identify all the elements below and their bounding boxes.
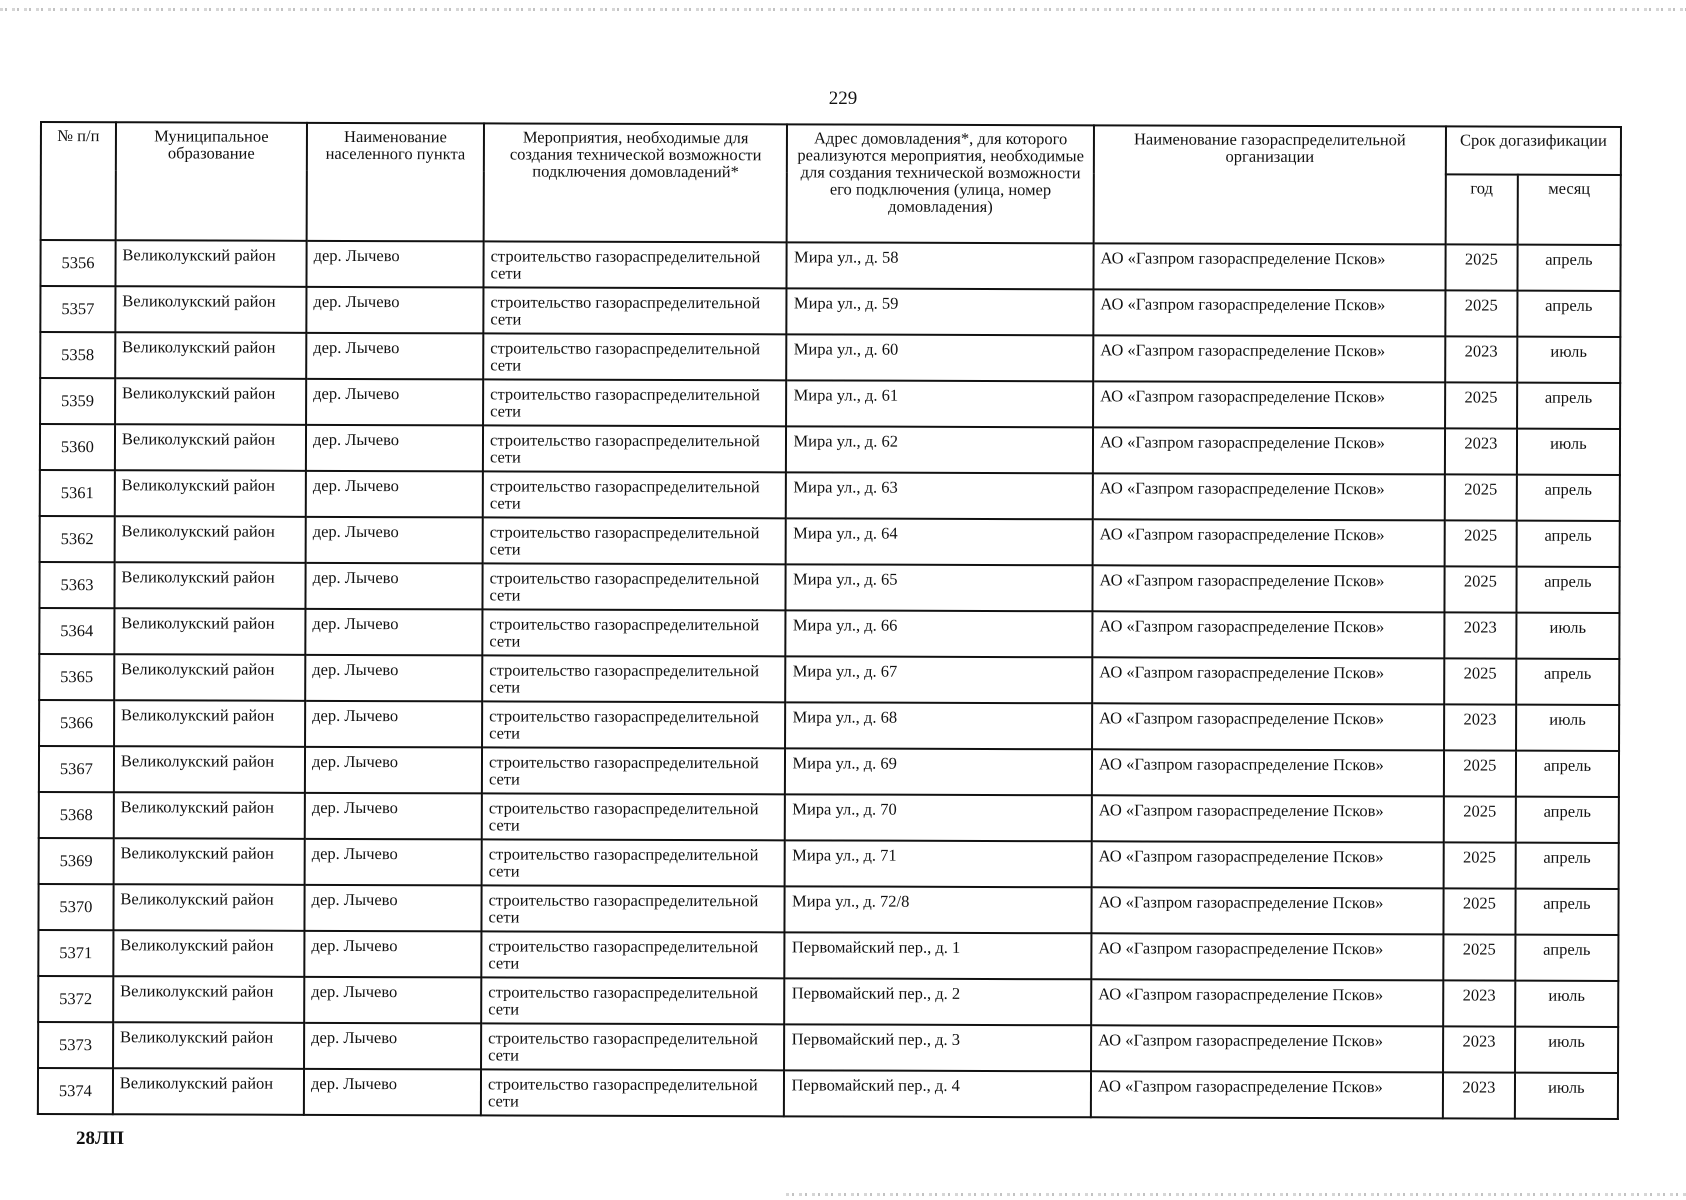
cell-measures: строительство газораспределительной сети (483, 517, 787, 564)
cell-year: 2025 (1445, 382, 1517, 428)
cell-organization: АО «Газпром газораспределение Псков» (1091, 979, 1443, 1026)
header-organization: Наименование газораспределительной организации (1094, 125, 1446, 244)
cell-month: апрель (1515, 935, 1618, 981)
cell-measures: строительство газораспределительной сети (482, 793, 786, 840)
table-body (38, 240, 1621, 1119)
cell-num: 5370 (38, 884, 113, 930)
cell-measures: строительство газораспределительной сети (483, 471, 787, 518)
cell-num: 5372 (38, 976, 113, 1022)
cell-organization: АО «Газпром газораспределение Псков» (1093, 381, 1445, 428)
cell-organization: АО «Газпром газораспределение Псков» (1093, 427, 1445, 474)
cell-municipality: Великолукский район (113, 884, 304, 931)
cell-municipality: Великолукский район (114, 562, 305, 609)
table-row (40, 286, 1620, 337)
cell-month: апрель (1516, 567, 1619, 613)
cell-settlement: дер. Лычево (304, 1023, 481, 1070)
header-settlement: Наименование населенного пункта (307, 123, 484, 242)
cell-municipality: Великолукский район (115, 378, 306, 425)
cell-num: 5368 (39, 792, 114, 838)
cell-settlement: дер. Лычево (306, 471, 483, 518)
cell-year: 2025 (1445, 244, 1517, 290)
table-row (39, 562, 1619, 613)
table-row (40, 424, 1620, 475)
table-container (37, 121, 1622, 1120)
cell-measures: строительство газораспределительной сети (482, 839, 786, 886)
cell-address: Первомайский пер., д. 2 (785, 978, 1092, 1025)
cell-address: Мира ул., д. 67 (786, 656, 1093, 703)
cell-municipality: Великолукский район (113, 1022, 304, 1069)
cell-address: Мира ул., д. 68 (786, 702, 1093, 749)
table-row (38, 884, 1618, 935)
cell-year: 2025 (1445, 520, 1517, 566)
cell-municipality: Великолукский район (113, 838, 304, 885)
cell-month: июль (1515, 1073, 1618, 1119)
cell-organization: АО «Газпром газораспределение Псков» (1092, 795, 1444, 842)
cell-settlement: дер. Лычево (305, 701, 482, 748)
table-row (39, 746, 1619, 797)
cell-year: 2023 (1443, 1026, 1515, 1072)
cell-settlement: дер. Лычево (306, 425, 483, 472)
header-month: месяц (1517, 175, 1620, 245)
cell-settlement: дер. Лычево (306, 517, 483, 564)
cell-organization: АО «Газпром газораспределение Псков» (1092, 703, 1444, 750)
cell-month: апрель (1517, 475, 1620, 521)
cell-year: 2023 (1444, 704, 1516, 750)
cell-address: Мира ул., д. 60 (787, 334, 1094, 381)
cell-organization: АО «Газпром газораспределение Псков» (1093, 473, 1445, 520)
cell-address: Мира ул., д. 70 (785, 794, 1092, 841)
cell-month: апрель (1517, 291, 1620, 337)
cell-num: 5358 (40, 332, 115, 378)
cell-organization: АО «Газпром газораспределение Псков» (1091, 1071, 1443, 1118)
cell-municipality: Великолукский район (114, 516, 305, 563)
cell-measures: строительство газораспределительной сети (483, 425, 787, 472)
cell-address: Мира ул., д. 58 (787, 242, 1094, 289)
cell-year: 2023 (1444, 612, 1516, 658)
cell-year: 2025 (1444, 658, 1516, 704)
table-row (39, 792, 1619, 843)
cell-address: Мира ул., д. 66 (786, 610, 1093, 657)
cell-measures: строительство газораспределительной сети (482, 701, 786, 748)
cell-settlement: дер. Лычево (306, 287, 483, 334)
cell-measures: строительство газораспределительной сети (481, 931, 785, 978)
cell-measures: строительство газораспределительной сети (483, 379, 787, 426)
cell-num: 5371 (38, 930, 113, 976)
cell-organization: АО «Газпром газораспределение Псков» (1093, 335, 1445, 382)
cell-municipality: Великолукский район (114, 654, 305, 701)
cell-num: 5365 (39, 654, 114, 700)
table-row (40, 470, 1620, 521)
cell-measures: строительство газораспределительной сети (482, 563, 786, 610)
cell-address: Мира ул., д. 64 (786, 518, 1093, 565)
table-row (40, 332, 1620, 383)
cell-measures: строительство газораспределительной сети (481, 1069, 785, 1116)
cell-measures: строительство газораспределительной сети (482, 655, 786, 702)
cell-num: 5366 (39, 700, 114, 746)
header-year: год (1446, 174, 1518, 244)
cell-municipality: Великолукский район (114, 700, 305, 747)
cell-month: апрель (1515, 889, 1618, 935)
cell-month: июль (1517, 429, 1620, 475)
footer-code: 28ЛП (76, 1128, 124, 1149)
cell-num: 5357 (40, 286, 115, 332)
cell-address: Мира ул., д. 72/8 (785, 886, 1092, 933)
cell-month: июль (1516, 613, 1619, 659)
cell-municipality: Великолукский район (115, 286, 306, 333)
table-row (38, 976, 1618, 1027)
cell-settlement: дер. Лычево (306, 333, 483, 380)
cell-municipality: Великолукский район (115, 332, 306, 379)
cell-month: июль (1515, 981, 1618, 1027)
cell-organization: АО «Газпром газораспределение Псков» (1093, 289, 1445, 336)
cell-num: 5359 (40, 378, 115, 424)
cell-municipality: Великолукский район (113, 976, 304, 1023)
header-measures: Мероприятия, необходимые для создания технической возможности подключения домовладений* (484, 123, 788, 242)
cell-month: апрель (1517, 383, 1620, 429)
cell-settlement: дер. Лычево (306, 379, 483, 426)
cell-measures: строительство газораспределительной сети (481, 885, 785, 932)
cell-num: 5362 (40, 516, 115, 562)
cell-address: Мира ул., д. 63 (786, 472, 1093, 519)
cell-year: 2023 (1445, 428, 1517, 474)
cell-organization: АО «Газпром газораспределение Псков» (1092, 657, 1444, 704)
cell-month: апрель (1517, 245, 1620, 291)
cell-settlement: дер. Лычево (305, 609, 482, 656)
cell-month: апрель (1515, 843, 1618, 889)
cell-municipality: Великолукский район (115, 424, 306, 471)
table-row (38, 930, 1618, 981)
cell-address: Мира ул., д. 59 (787, 288, 1094, 335)
cell-address: Первомайский пер., д. 4 (784, 1070, 1091, 1117)
cell-municipality: Великолукский район (114, 792, 305, 839)
gasification-table (37, 121, 1622, 1120)
cell-year: 2025 (1444, 750, 1516, 796)
cell-organization: АО «Газпром газораспределение Псков» (1092, 565, 1444, 612)
cell-year: 2025 (1444, 796, 1516, 842)
cell-month: июль (1517, 337, 1620, 383)
cell-settlement: дер. Лычево (305, 793, 482, 840)
cell-organization: АО «Газпром газораспределение Псков» (1091, 933, 1443, 980)
cell-organization: АО «Газпром газораспределение Псков» (1093, 519, 1445, 566)
table-row (40, 240, 1620, 291)
table-row (39, 654, 1619, 705)
cell-month: апрель (1516, 521, 1619, 567)
cell-settlement: дер. Лычево (305, 563, 482, 610)
scan-edge-bottom (786, 1193, 1686, 1196)
cell-organization: АО «Газпром газораспределение Псков» (1093, 243, 1445, 290)
cell-month: июль (1516, 705, 1619, 751)
cell-municipality: Великолукский район (113, 930, 304, 977)
cell-year: 2025 (1443, 888, 1515, 934)
cell-address: Мира ул., д. 61 (787, 380, 1094, 427)
cell-measures: строительство газораспределительной сети (484, 241, 788, 288)
cell-num: 5363 (39, 562, 114, 608)
cell-num: 5360 (40, 424, 115, 470)
cell-num: 5356 (40, 240, 115, 286)
table-row (39, 700, 1619, 751)
cell-municipality: Великолукский район (115, 240, 306, 287)
cell-year: 2023 (1445, 336, 1517, 382)
cell-measures: строительство газораспределительной сети (483, 333, 787, 380)
cell-settlement: дер. Лычево (304, 1069, 481, 1116)
table-header (41, 122, 1621, 245)
cell-address: Мира ул., д. 69 (785, 748, 1092, 795)
cell-year: 2023 (1443, 980, 1515, 1026)
table-row (38, 1068, 1618, 1119)
cell-address: Мира ул., д. 65 (786, 564, 1093, 611)
cell-settlement: дер. Лычево (304, 977, 481, 1024)
cell-municipality: Великолукский район (115, 470, 306, 517)
cell-measures: строительство газораспределительной сети (483, 287, 787, 334)
cell-municipality: Великолукский район (114, 608, 305, 655)
cell-settlement: дер. Лычево (306, 241, 483, 288)
cell-settlement: дер. Лычево (304, 931, 481, 978)
cell-organization: АО «Газпром газораспределение Псков» (1091, 1025, 1443, 1072)
cell-measures: строительство газораспределительной сети (481, 977, 785, 1024)
cell-address: Мира ул., д. 71 (785, 840, 1092, 887)
cell-organization: АО «Газпром газораспределение Псков» (1091, 887, 1443, 934)
cell-num: 5374 (38, 1068, 113, 1114)
cell-year: 2025 (1444, 842, 1516, 888)
table-row (40, 516, 1620, 567)
table-row (38, 1022, 1618, 1073)
cell-month: июль (1515, 1027, 1618, 1073)
cell-settlement: дер. Лычево (305, 747, 482, 794)
table-row (39, 838, 1619, 889)
table-row (40, 378, 1620, 429)
header-municipality: Муниципальное образование (115, 122, 307, 241)
cell-measures: строительство газораспределительной сети (482, 609, 786, 656)
header-term: Срок догазификации (1446, 126, 1621, 175)
cell-settlement: дер. Лычево (305, 655, 482, 702)
cell-address: Первомайский пер., д. 3 (785, 1024, 1092, 1071)
cell-month: апрель (1516, 797, 1619, 843)
table-row (39, 608, 1619, 659)
cell-num: 5367 (39, 746, 114, 792)
cell-year: 2025 (1443, 934, 1515, 980)
cell-year: 2025 (1445, 474, 1517, 520)
cell-measures: строительство газораспределительной сети (482, 747, 786, 794)
cell-organization: АО «Газпром газораспределение Псков» (1092, 611, 1444, 658)
cell-organization: АО «Газпром газораспределение Псков» (1092, 749, 1444, 796)
cell-settlement: дер. Лычево (304, 885, 481, 932)
cell-num: 5364 (39, 608, 114, 654)
cell-num: 5361 (40, 470, 115, 516)
cell-settlement: дер. Лычево (305, 839, 482, 886)
cell-month: апрель (1516, 659, 1619, 705)
cell-address: Мира ул., д. 62 (786, 426, 1093, 473)
cell-organization: АО «Газпром газораспределение Псков» (1092, 841, 1444, 888)
cell-year: 2025 (1445, 290, 1517, 336)
cell-municipality: Великолукский район (114, 746, 305, 793)
cell-address: Первомайский пер., д. 1 (785, 932, 1092, 979)
scan-edge-top (0, 8, 1686, 11)
page-number: 229 (828, 88, 858, 109)
cell-num: 5369 (39, 838, 114, 884)
cell-measures: строительство газораспределительной сети (481, 1023, 785, 1070)
header-num: № п/п (41, 122, 116, 240)
cell-month: апрель (1516, 751, 1619, 797)
cell-year: 2025 (1444, 566, 1516, 612)
cell-year: 2023 (1443, 1072, 1515, 1118)
cell-num: 5373 (38, 1022, 113, 1068)
cell-municipality: Великолукский район (113, 1068, 304, 1115)
header-address: Адрес домовладения*, для которого реализуются мероприятия, необходимые для создания технической возможности его подключения (улица, номер домовладения) (787, 124, 1094, 243)
